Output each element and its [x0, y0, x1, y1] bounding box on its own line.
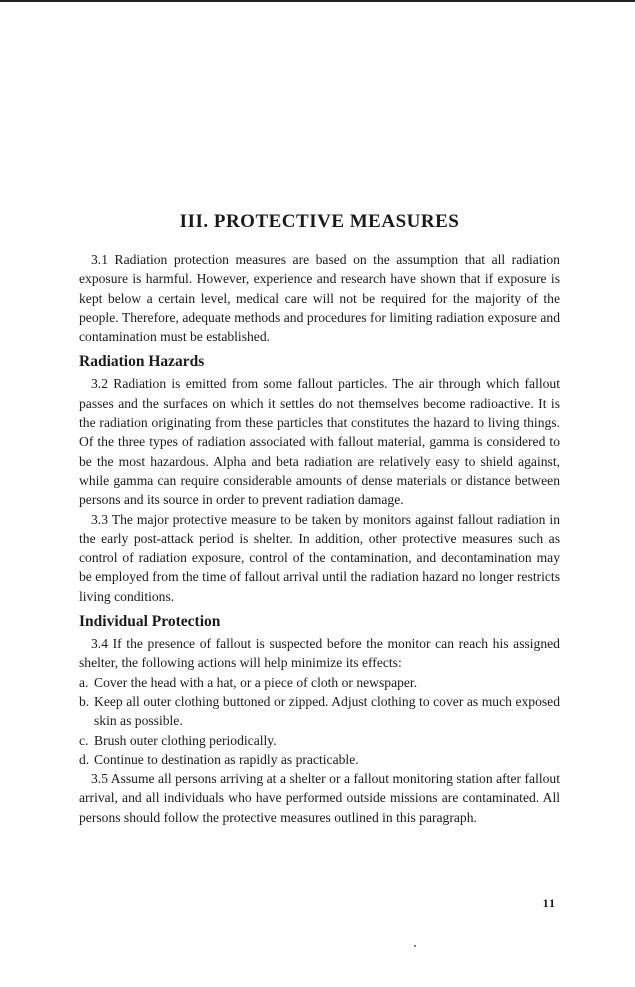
- section-heading-radiation-hazards: Radiation Hazards: [79, 353, 205, 371]
- paragraph-text: The major protective measure to be taken by monitors against fallout radiation in the early post-attack period is shelter. In addition, other protective measures such as control of radiation exposure, control of the contamination, and decontamination may be employed from the time of fallout arrival until the radiation hazard no longer restricts living conditions.: [79, 511, 560, 604]
- list-item-label: d.: [79, 751, 90, 767]
- paragraph-number: 3.2: [91, 376, 108, 392]
- paragraph-number: 3.5: [91, 771, 108, 787]
- paragraph-3-1: [79, 250, 560, 346]
- list-item-text: Brush outer clothing periodically.: [94, 732, 277, 748]
- list-item-label: b.: [79, 693, 90, 709]
- list-item: [79, 750, 560, 769]
- list-item-label: a.: [79, 674, 89, 690]
- paragraph-number: 3.3: [91, 511, 108, 527]
- paragraph-text: If the presence of fallout is suspected before the monitor can reach his assigned shelter, the following actions will help minimize its effects:: [79, 636, 560, 671]
- paragraph-3-5: [79, 769, 560, 827]
- list-item: [79, 731, 560, 750]
- paragraph-3-2: [79, 374, 560, 509]
- chapter-title: III. PROTECTIVE MEASURES: [179, 211, 460, 232]
- top-rule: [0, 0, 635, 2]
- section-heading-individual-protection: Individual Protection: [79, 613, 221, 631]
- page-number: 11: [542, 896, 556, 910]
- list-item-label: c.: [79, 732, 89, 748]
- scan-speck: [414, 945, 416, 947]
- page-body: [79, 210, 560, 827]
- paragraph-3-4: [79, 634, 560, 673]
- paragraph-number: 3.4: [91, 636, 108, 652]
- list-item-text: Keep all outer clothing buttoned or zipped. Adjust clothing to cover as much exposed skin as possible.: [94, 693, 560, 729]
- list-item: [79, 692, 560, 731]
- paragraph-text: Assume all persons arriving at a shelter or a fallout monitoring station after fallout arrival, and all individuals who have performed outside missions are contaminated. All persons should follow the protective measures outlined in this paragraph.: [79, 771, 560, 825]
- list-item: [79, 673, 560, 692]
- paragraph-3-3: [79, 510, 560, 606]
- paragraph-text: Radiation protection measures are based on the assumption that all radiation exposure is harmful. However, experience and research have shown that if exposure is kept below a certain level, medical care will not be required for the majority of the people. Therefore, adequate methods and procedures for limiting radiation exposure and contamination must be established.: [79, 252, 560, 345]
- paragraph-text: Radiation is emitted from some fallout particles. The air through which fallout passes and the surfaces on which it settles do not themselves become radioactive. It is the radiation originating from these particles that constitutes the hazard to living things. Of the three types of radiation associated with fallout material, gamma is considered to be the most hazardous. Alpha and beta radiation are relatively easy to shield against, while gamma can require considerable amounts of dense materials or distance between persons and its source in order to prevent radiation damage.: [79, 376, 560, 508]
- list-item-text: Cover the head with a hat, or a piece of cloth or newspaper.: [94, 674, 418, 690]
- paragraph-number: 3.1: [91, 252, 108, 267]
- list-item-text: Continue to destination as rapidly as practicable.: [94, 751, 359, 767]
